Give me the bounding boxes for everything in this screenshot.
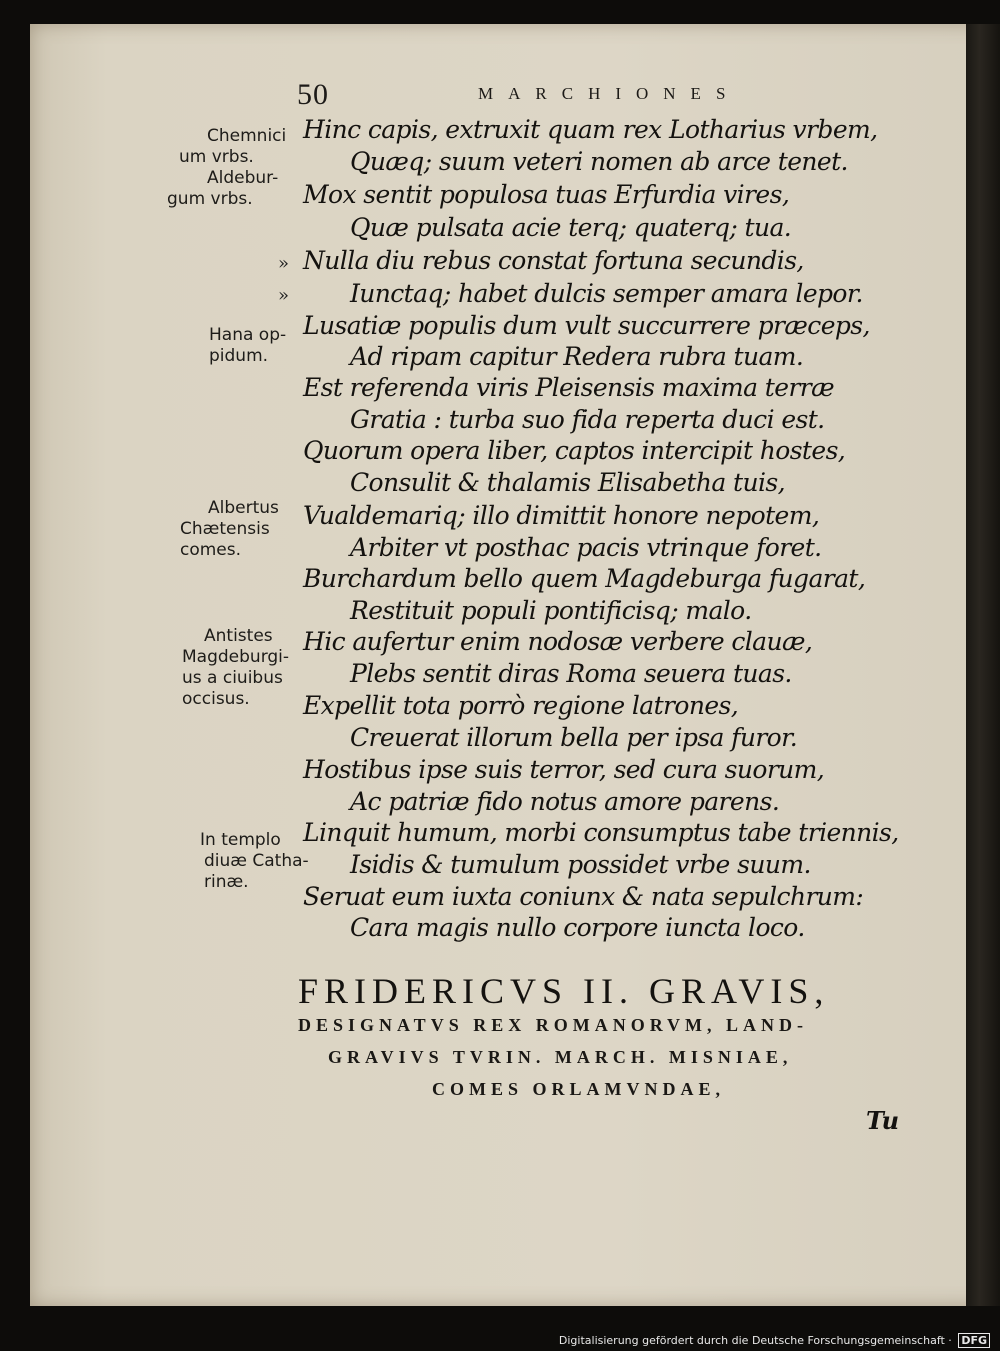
catchword: Tu bbox=[866, 1106, 900, 1135]
verse-line: Quorum opera liber, captos intercipit hostes, bbox=[303, 436, 846, 465]
verse-line: Creuerat illorum bella per ipsa furor. bbox=[350, 723, 798, 752]
quote-mark: » bbox=[278, 285, 290, 306]
marginal-note: Hana op- pidum. bbox=[209, 325, 287, 366]
marginal-note: Antistes Magdeburgi- us a ciuibus occisus. bbox=[182, 626, 290, 709]
verse-line: Est referenda viris Pleisensis maxima terræ bbox=[303, 373, 835, 402]
verse-line: Quæ pulsata acie terq; quaterq; tua. bbox=[350, 213, 792, 242]
section-subtitle: DESIGNATVS REX ROMANORVM, LAND- bbox=[298, 1015, 809, 1035]
marginal-note: Chemnici um vrbs. bbox=[179, 126, 287, 167]
page-edge bbox=[966, 24, 1000, 1306]
dfg-logo: DFG bbox=[958, 1333, 990, 1348]
page-number: 50 bbox=[297, 78, 329, 111]
verse-line: Ad ripam capitur Redera rubra tuam. bbox=[350, 342, 804, 371]
credit-text: Digitalisierung gefördert durch die Deutsche Forschungsgemeinschaft · bbox=[558, 1334, 952, 1347]
section-title: FRIDERICVS II. GRAVIS, bbox=[298, 971, 830, 1011]
verse-line: Arbiter vt posthac pacis vtrinque foret. bbox=[350, 533, 822, 562]
verse-line: Hic aufertur enim nodosæ verbere clauæ, bbox=[303, 627, 813, 656]
verse-line: Nulla diu rebus constat fortuna secundis, bbox=[303, 246, 804, 275]
verse-line: Quæq; suum veteri nomen ab arce tenet. bbox=[350, 147, 848, 176]
marginal-note: In templo diuæ Catha- rinæ. bbox=[200, 830, 309, 892]
section-subtitle: GRAVIVS TVRIN. MARCH. MISNIAE, bbox=[328, 1047, 793, 1067]
verse-line: Vualdemariq; illo dimittit honore nepotem, bbox=[303, 501, 820, 530]
verse-line: Linquit humum, morbi consumptus tabe triennis, bbox=[303, 818, 899, 847]
marginal-note: Aldebur- gum vrbs. bbox=[167, 168, 279, 209]
verse-line: Cara magis nullo corpore iuncta loco. bbox=[350, 913, 805, 942]
verse-line: Plebs sentit diras Roma seuera tuas. bbox=[350, 659, 792, 688]
verse-line: Seruat eum iuxta coniunx & nata sepulchrum: bbox=[303, 882, 864, 911]
marginal-note: Albertus Chætensis comes. bbox=[180, 498, 279, 560]
verse-line: Gratia : turba suo fida reperta duci est. bbox=[350, 405, 825, 434]
verse-line: Burchardum bello quem Magdeburga fugarat, bbox=[303, 564, 866, 593]
verse-line: Ac patriæ fido notus amore parens. bbox=[350, 787, 780, 816]
running-head: MARCHIONES bbox=[478, 84, 741, 103]
section-subtitle: COMES ORLAMVNDAE, bbox=[432, 1079, 726, 1099]
verse-line: Lusatiæ populis dum vult succurrere præceps, bbox=[303, 311, 870, 340]
verse-line: Iunctaq; habet dulcis semper amara lepor. bbox=[350, 279, 863, 308]
verse-line: Expellit tota porrò regione latrones, bbox=[303, 691, 739, 720]
verse-line: Hostibus ipse suis terror, sed cura suorum, bbox=[303, 755, 825, 784]
digitization-credit bbox=[559, 1333, 990, 1348]
quote-mark: » bbox=[278, 253, 290, 274]
verse-line: Consulit & thalamis Elisabetha tuis, bbox=[350, 468, 785, 497]
verse-line: Isidis & tumulum possidet vrbe suum. bbox=[350, 850, 811, 879]
verse-line: Restituit populi pontificisq; malo. bbox=[350, 596, 752, 625]
verse-line: Mox sentit populosa tuas Erfurdia vires, bbox=[303, 180, 790, 209]
verse-line: Hinc capis, extruxit quam rex Lotharius vrbem, bbox=[303, 115, 878, 144]
